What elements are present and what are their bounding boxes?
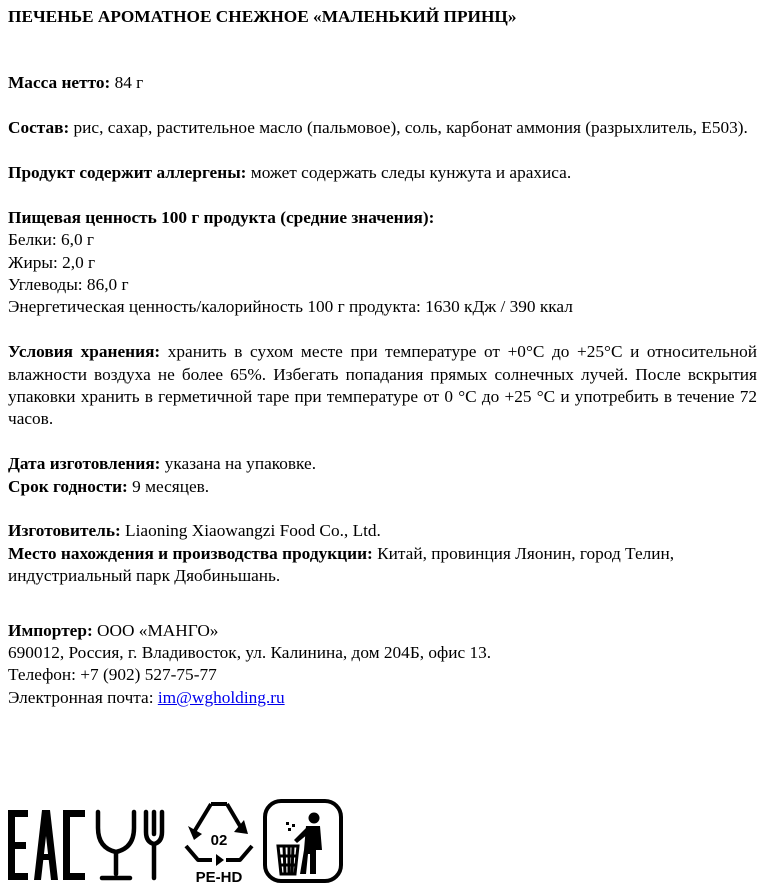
nutrition-carbs: Углеводы: 86,0 г (8, 275, 129, 295)
manufacture-date-label: Дата изготовления: (8, 454, 161, 474)
composition-value: рис, сахар, растительное масло (пальмовое), соль, карбонат аммония (разрыхлитель, Е503). (69, 118, 748, 138)
importer-value: ООО «МАНГО» (92, 620, 219, 640)
nutrition-heading (8, 207, 757, 229)
location-value: Китай, провинция Ляонин, город Телин, индустриальный парк Дяобиньшань. (8, 543, 675, 586)
shelf-life-label: Срок годности: (8, 476, 128, 496)
importer-phone: Телефон: +7 (902) 527-75-77 (8, 665, 217, 685)
allergens-value: может содержать следы кунжута и арахиса. (246, 163, 572, 182)
recycle-pe-hd-icon (178, 798, 260, 884)
manufacture-date (8, 453, 757, 475)
nutrition-fats: Жиры: 2,0 г (8, 252, 96, 272)
allergens-label: Продукт содержит аллергены: (8, 163, 247, 182)
nutrition-proteins: Белки: 6,0 г (8, 230, 94, 250)
net-weight (8, 72, 757, 94)
location-label: Место нахождения и производства продукции: (8, 543, 373, 563)
recycle-material: PE-HD (195, 869, 243, 884)
manufacture-date-value: указана на упаковке. (160, 454, 317, 474)
importer-address: 690012, Россия, г. Владивосток, ул. Калинина, дом 204Б, офис 13. (8, 643, 492, 663)
label-text (8, 6, 757, 709)
food-contact-icon (92, 798, 174, 884)
net-weight-label: Масса нетто: (8, 73, 111, 93)
composition (8, 117, 757, 139)
storage-conditions (8, 341, 757, 431)
manufacturer-label: Изготовитель: (8, 521, 121, 541)
net-weight-value: 84 г (110, 73, 144, 93)
composition-label: Состав: (8, 118, 70, 138)
importer-email (8, 687, 757, 709)
tidy-man-icon (262, 798, 344, 884)
email-label: Электронная почта: (8, 687, 158, 707)
importer (8, 620, 757, 642)
nutrition-heading-text: Пищевая ценность 100 г продукта (средние значения): (8, 207, 435, 227)
shelf-life-value: 9 месяцев. (127, 476, 210, 496)
storage-label: Условия хранения: (8, 342, 161, 362)
manufacturer (8, 520, 757, 542)
storage-value: хранить в сухом месте при температуре от +0°С до +25°С и относительной влажности воздуха не более 65%. Избегать попадания прямых солнечных лучей. После вскрытия упаковки хранить в герметичной таре при температуре от 0 °С до +25 °С и употребить в течение 72 часов. (8, 342, 757, 429)
eac-mark-icon (8, 798, 88, 884)
email-link[interactable]: im@wgholding.ru (157, 687, 285, 707)
recycle-code: 02 (210, 832, 228, 849)
shelf-life (8, 476, 757, 498)
manufacturer-value: Liaoning Xiaowangzi Food Co., Ltd. (120, 521, 381, 541)
product-title: ПЕЧЕНЬЕ АРОМАТНОЕ СНЕЖНОЕ «МАЛЕНЬКИЙ ПРИНЦ» (8, 7, 517, 26)
production-location (8, 543, 757, 588)
allergens (8, 162, 757, 184)
importer-label: Импортер: (8, 620, 93, 640)
nutrition-energy: Энергетическая ценность/калорийность 100 г продукта: 1630 кДж / 390 ккал (8, 297, 573, 317)
